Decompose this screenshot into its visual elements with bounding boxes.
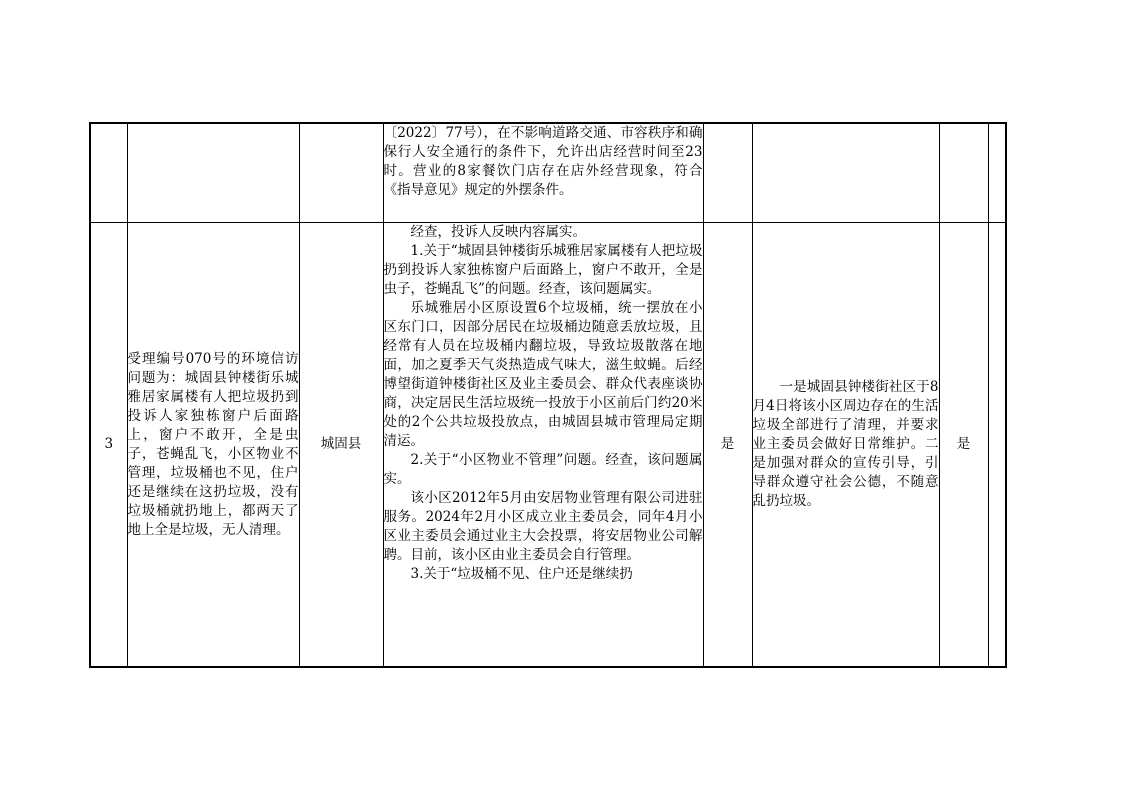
findings-para: 3.关于“垃圾桶不见、住户还是继续扔: [410, 566, 633, 582]
resolved-cell: [939, 123, 988, 223]
findings-para: 该小区2012年5月由安居物业管理有限公司进驻服务。2024年2月小区成立业主委员会，同年4月小区业主委员会通过业主大会投票，将安居物业公司解聘。目前，该小区由业主委员会自行管理。: [383, 490, 703, 563]
resolved-cell: [939, 223, 988, 668]
extra-cell: [988, 123, 1006, 223]
measures-cell: [752, 223, 939, 668]
table-row-3: [90, 223, 1006, 668]
resolved-value: 是: [956, 436, 971, 452]
county-cell: [299, 223, 383, 668]
issue-cell: [127, 223, 299, 668]
issue-text: 受理编号070号的环境信访问题为：城固县钟楼街乐城雅居家属楼有人把垃圾扔到投诉人家独栋窗户后面路上，窗户不敢开，全是虫子，苍蝇乱飞，小区物业不管理，垃圾桶也不见，住户还是继续在这扔垃圾，没有垃圾桶就扔地上，都两天了地上全是垃圾，无人清理。: [127, 350, 299, 538]
findings-cell: [383, 223, 703, 668]
index-cell: [90, 123, 127, 223]
findings-para: 乐城雅居小区原设置6个垃圾桶，统一摆放在小区东门口，因部分居民在垃圾桶边随意丢放垃圾，且经常有人员在垃圾桶内翻垃圾，导致垃圾散落在地面，加之夏季天气炎热造成气味大，滋生蚊蝇。后经博望街道钟楼街社区及业主委员会、群众代表座谈协商，决定居民生活垃圾统一投放于小区前后门约20米处的2个公共垃圾投放点，由城固县城市管理局定期清运。: [383, 300, 703, 449]
table-row-continued: [90, 123, 1006, 223]
is-true-cell: [703, 223, 752, 668]
findings-para: 1.关于“城固县钟楼街乐城雅居家属楼有人把垃圾扔到投诉人家独栋窗户后面路上，窗户不敢开，全是虫子，苍蝇乱飞”的问题。经查，该问题属实。: [383, 243, 703, 297]
row-index: 3: [104, 436, 114, 452]
findings-cell: [383, 123, 703, 223]
measures-text: 一是城固县钟楼街社区于8月4日将该小区周边存在的生活垃圾全部进行了清理，并要求业主委员会做好日常维护。二是加强对群众的宣传引导，引导群众遵守社会公德，不随意乱扔垃圾。: [752, 379, 939, 509]
findings-para: 2.关于“小区物业不管理”问题。经查，该问题属实。: [383, 452, 703, 487]
county-name: 城固县: [320, 436, 362, 452]
complaint-table: [89, 122, 1007, 668]
findings-continued-text: 〔2022〕77号），在不影响道路交通、市容秩序和确保行人安全通行的条件下，允许出店经营时间至23时。营业的8家餐饮门店存在店外经营现象，符合《指导意见》规定的外摆条件。: [383, 125, 703, 198]
findings-para: 经查，投诉人反映内容属实。: [410, 224, 586, 240]
measures-cell: [752, 123, 939, 223]
is-true-cell: [703, 123, 752, 223]
is-true-value: 是: [720, 436, 735, 452]
issue-cell: [127, 123, 299, 223]
extra-cell: [988, 223, 1006, 668]
county-cell: [299, 123, 383, 223]
index-cell: [90, 223, 127, 668]
